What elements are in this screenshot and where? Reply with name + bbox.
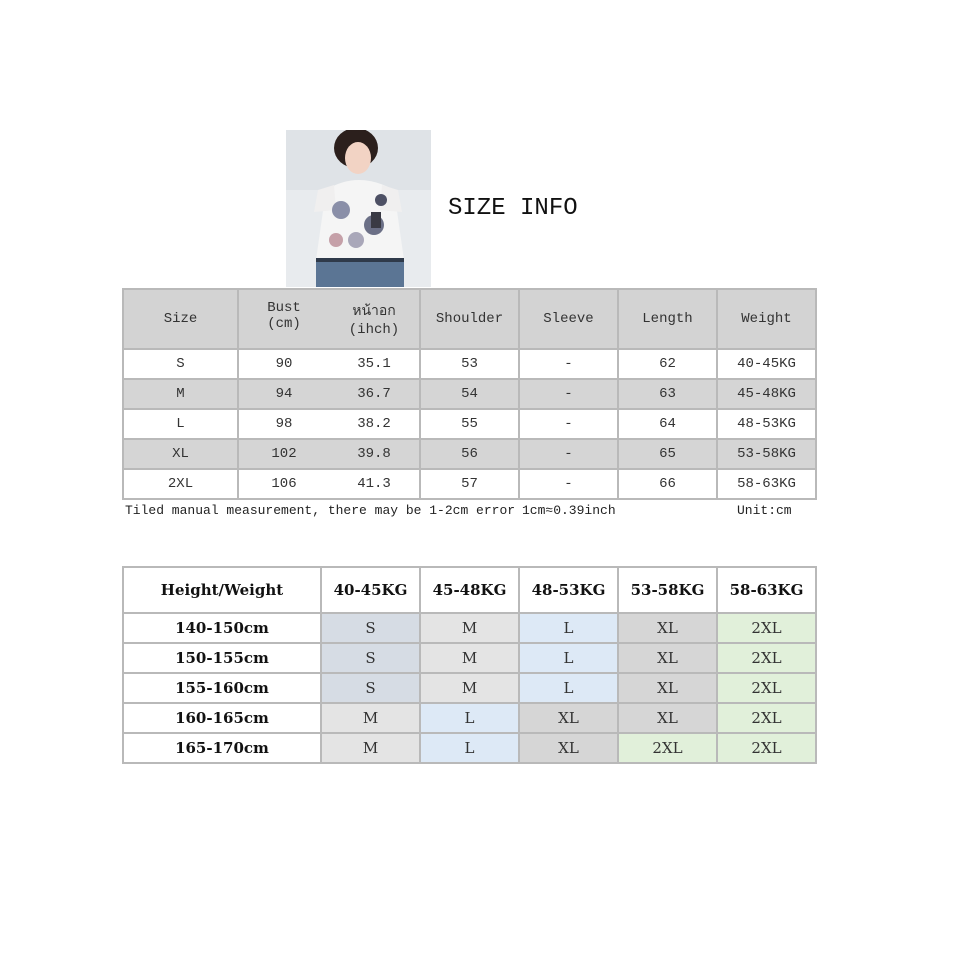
table-row bbox=[123, 613, 816, 643]
size-cell: XL bbox=[519, 703, 618, 733]
size-cell: XL bbox=[618, 703, 717, 733]
size-cell: L bbox=[420, 703, 519, 733]
cell-sleeve: - bbox=[519, 379, 618, 409]
cell-shoulder: 57 bbox=[420, 469, 519, 499]
size-cell: M bbox=[321, 733, 420, 763]
cell-length: 65 bbox=[618, 439, 717, 469]
size-cell: S bbox=[321, 673, 420, 703]
cell-bust-cm: 106 bbox=[271, 476, 297, 492]
height-weight-fit-table bbox=[122, 566, 817, 764]
table-row bbox=[123, 379, 816, 409]
product-photo bbox=[286, 130, 431, 287]
table-row bbox=[123, 469, 816, 499]
cell-length: 64 bbox=[618, 409, 717, 439]
size-cell: 2XL bbox=[717, 613, 816, 643]
table-row bbox=[123, 643, 816, 673]
header-weight-range: 45-48KG bbox=[420, 567, 519, 613]
cell-sleeve: - bbox=[519, 439, 618, 469]
header-bust-label: Bust bbox=[267, 300, 301, 316]
cell-bust bbox=[238, 349, 420, 379]
table-row bbox=[123, 703, 816, 733]
cell-bust-cm: 102 bbox=[271, 446, 297, 462]
table-header-row bbox=[123, 567, 816, 613]
table-row bbox=[123, 349, 816, 379]
size-cell: M bbox=[420, 673, 519, 703]
size-cell: M bbox=[321, 703, 420, 733]
cell-shoulder: 53 bbox=[420, 349, 519, 379]
cell-length: 66 bbox=[618, 469, 717, 499]
header-shoulder: Shoulder bbox=[420, 289, 519, 349]
cell-weight: 48-53KG bbox=[717, 409, 816, 439]
table-header-row bbox=[123, 289, 816, 349]
cell-size: M bbox=[123, 379, 238, 409]
header-weight-range: 40-45KG bbox=[321, 567, 420, 613]
cell-bust-inch: 39.8 bbox=[357, 446, 391, 462]
header-bust-inch-unit: (ihch) bbox=[348, 322, 400, 338]
header-weight: Weight bbox=[717, 289, 816, 349]
unit-note: Unit:cm bbox=[737, 503, 792, 518]
table-row bbox=[123, 673, 816, 703]
header-bust bbox=[238, 289, 420, 349]
header-weight-range: 48-53KG bbox=[519, 567, 618, 613]
size-cell: S bbox=[321, 613, 420, 643]
size-cell: M bbox=[420, 613, 519, 643]
measurement-note: Tiled manual measurement, there may be 1-2cm error bbox=[125, 503, 516, 518]
size-measurement-table bbox=[122, 288, 817, 500]
table-row bbox=[123, 409, 816, 439]
header-size: Size bbox=[123, 289, 238, 349]
cell-bust bbox=[238, 409, 420, 439]
header-height-weight: Height/Weight bbox=[123, 567, 321, 613]
cell-bust-cm: 94 bbox=[275, 386, 293, 402]
header-bust-thai-label: หน้าอก bbox=[352, 303, 396, 319]
size-cell: 2XL bbox=[717, 673, 816, 703]
height-range-label: 150-155cm bbox=[123, 643, 321, 673]
table-row bbox=[123, 439, 816, 469]
cell-bust-cm: 98 bbox=[275, 416, 293, 432]
cell-size: XL bbox=[123, 439, 238, 469]
size-cell: 2XL bbox=[618, 733, 717, 763]
header-sleeve: Sleeve bbox=[519, 289, 618, 349]
page-title: SIZE INFO bbox=[448, 195, 578, 222]
conversion-note: 1cm≈0.39inch bbox=[522, 503, 616, 518]
cell-weight: 58-63KG bbox=[717, 469, 816, 499]
cell-size: 2XL bbox=[123, 469, 238, 499]
size-cell: L bbox=[519, 643, 618, 673]
cell-bust-inch: 35.1 bbox=[357, 356, 391, 372]
cell-size: S bbox=[123, 349, 238, 379]
cell-bust bbox=[238, 439, 420, 469]
cell-length: 62 bbox=[618, 349, 717, 379]
cell-bust bbox=[238, 379, 420, 409]
size-cell: M bbox=[420, 643, 519, 673]
header-length: Length bbox=[618, 289, 717, 349]
cell-sleeve: - bbox=[519, 349, 618, 379]
size-cell: XL bbox=[618, 613, 717, 643]
size-cell: 2XL bbox=[717, 703, 816, 733]
size-cell: XL bbox=[618, 673, 717, 703]
cell-bust bbox=[238, 469, 420, 499]
cell-bust-inch: 38.2 bbox=[357, 416, 391, 432]
height-range-label: 155-160cm bbox=[123, 673, 321, 703]
cell-weight: 40-45KG bbox=[717, 349, 816, 379]
cell-weight: 53-58KG bbox=[717, 439, 816, 469]
size-cell: XL bbox=[519, 733, 618, 763]
size-cell: L bbox=[420, 733, 519, 763]
size-cell: L bbox=[519, 673, 618, 703]
table-row bbox=[123, 733, 816, 763]
size-cell: L bbox=[519, 613, 618, 643]
cell-bust-inch: 41.3 bbox=[357, 476, 391, 492]
height-range-label: 165-170cm bbox=[123, 733, 321, 763]
cell-size: L bbox=[123, 409, 238, 439]
cell-shoulder: 54 bbox=[420, 379, 519, 409]
cell-shoulder: 55 bbox=[420, 409, 519, 439]
height-range-label: 160-165cm bbox=[123, 703, 321, 733]
cell-weight: 45-48KG bbox=[717, 379, 816, 409]
cell-sleeve: - bbox=[519, 409, 618, 439]
cell-bust-inch: 36.7 bbox=[357, 386, 391, 402]
cell-bust-cm: 90 bbox=[275, 356, 293, 372]
size-cell: 2XL bbox=[717, 733, 816, 763]
cell-sleeve: - bbox=[519, 469, 618, 499]
cell-shoulder: 56 bbox=[420, 439, 519, 469]
header-weight-range: 58-63KG bbox=[717, 567, 816, 613]
size-cell: 2XL bbox=[717, 643, 816, 673]
size-cell: S bbox=[321, 643, 420, 673]
header-bust-unit: (cm) bbox=[267, 316, 301, 332]
header-weight-range: 53-58KG bbox=[618, 567, 717, 613]
size-cell: XL bbox=[618, 643, 717, 673]
cell-length: 63 bbox=[618, 379, 717, 409]
height-range-label: 140-150cm bbox=[123, 613, 321, 643]
